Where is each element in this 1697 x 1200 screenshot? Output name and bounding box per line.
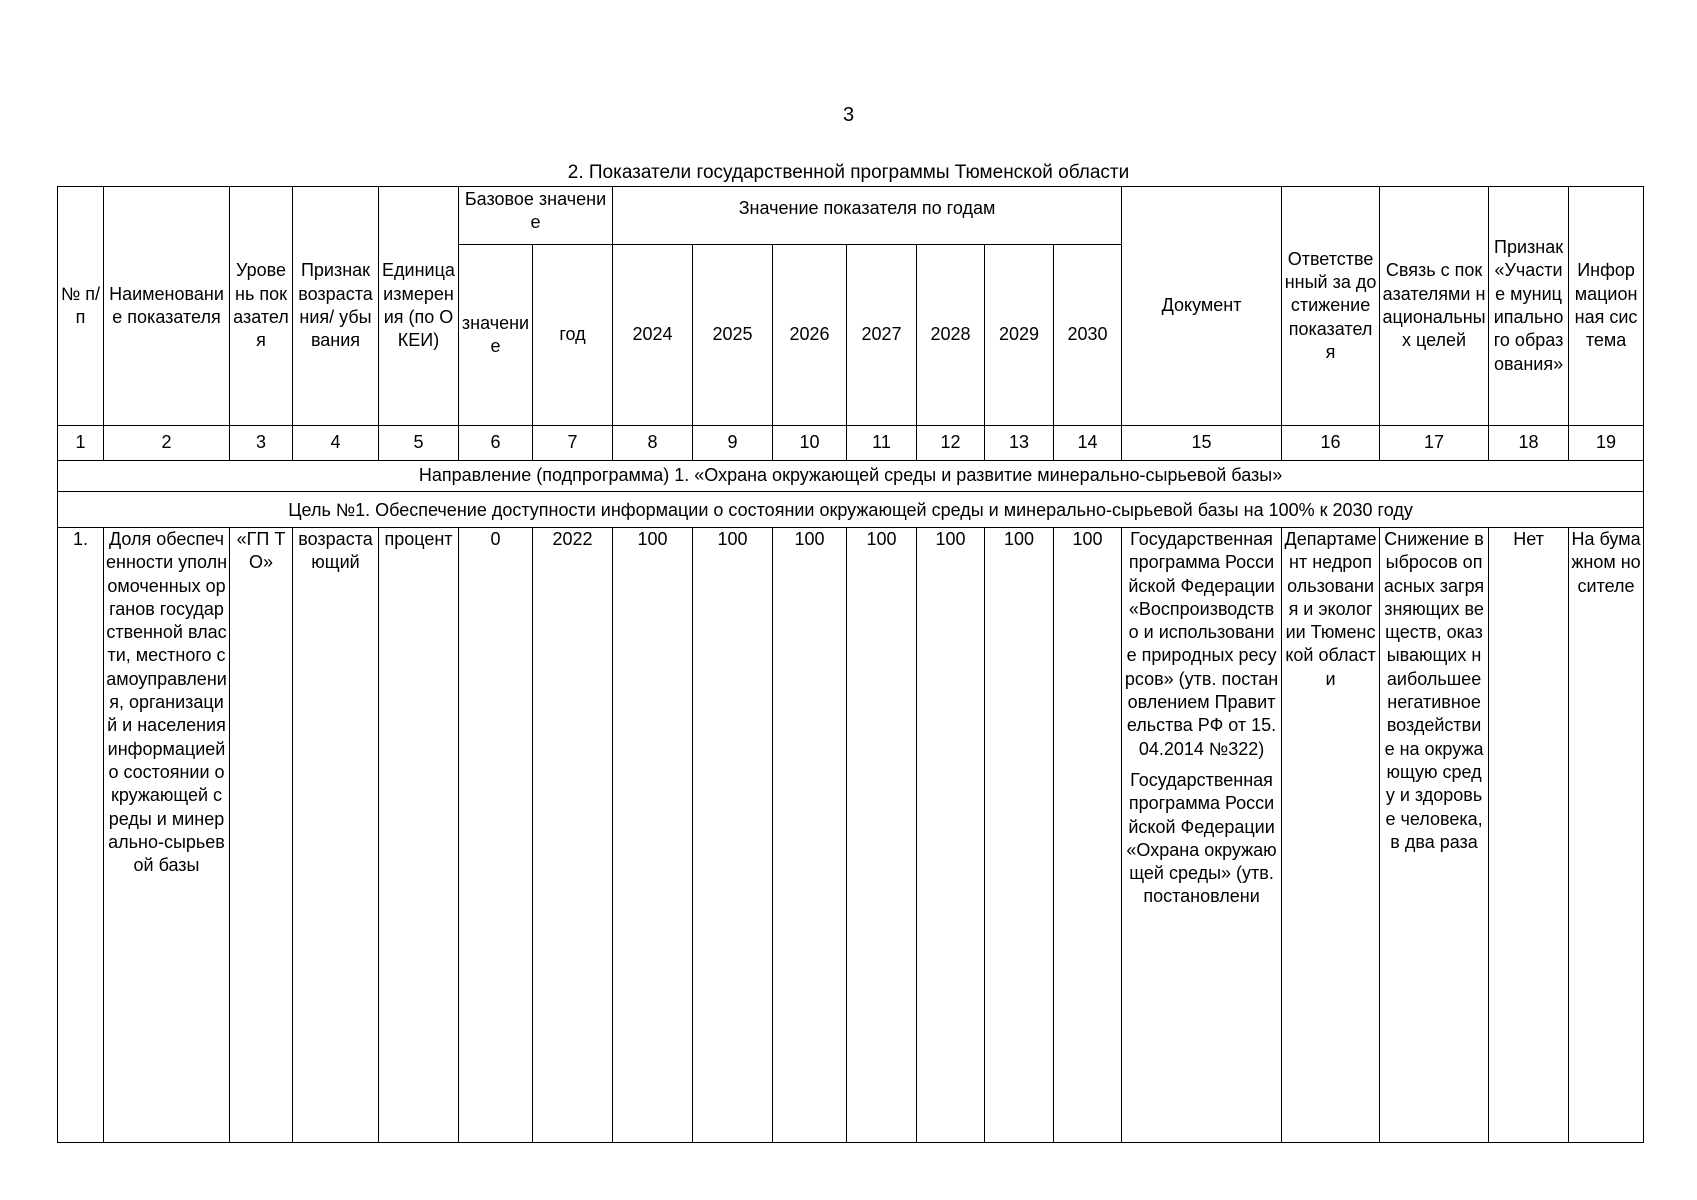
value-2027: 100: [847, 528, 917, 1143]
column-number: 6: [459, 426, 533, 461]
header-num: № п/п: [58, 187, 104, 426]
column-number: 5: [379, 426, 459, 461]
column-number: 14: [1054, 426, 1122, 461]
column-number: 3: [230, 426, 293, 461]
document-entry: Государственная программа Российской Федерации «Охрана окружающей среды» (утв. постановлени: [1126, 769, 1277, 907]
column-number: 17: [1380, 426, 1489, 461]
base-year: 2022: [533, 528, 613, 1143]
column-numbers-row: [58, 426, 1644, 461]
header-unit: Единица измерения (по ОКЕИ): [379, 187, 459, 426]
value-2024: 100: [613, 528, 693, 1143]
indicator-unit: процент: [379, 528, 459, 1143]
header-year: 2030: [1054, 245, 1122, 426]
table-title: 2. Показатели государственной программы Тюменской области: [567, 162, 1130, 183]
indicator-trend: возрастающий: [293, 528, 379, 1143]
column-number: 15: [1122, 426, 1282, 461]
base-value: 0: [459, 528, 533, 1143]
row-number: 1.: [58, 528, 104, 1143]
column-number: 16: [1282, 426, 1380, 461]
header-info-system: Информационная система: [1569, 187, 1644, 426]
header-base-value: значение: [459, 245, 533, 426]
column-number: 12: [917, 426, 985, 461]
header-row-top: [58, 187, 1644, 245]
table-row: [58, 528, 1644, 1143]
column-number: 11: [847, 426, 917, 461]
municipal-participation: Нет: [1489, 528, 1569, 1143]
column-number: 2: [104, 426, 230, 461]
header-years-group: Значение показателя по годам: [613, 187, 1122, 245]
column-number: 4: [293, 426, 379, 461]
indicators-table: [57, 186, 1644, 1143]
header-trend: Признак возрастания/ убывания: [293, 187, 379, 426]
header-year: 2026: [773, 245, 847, 426]
header-year: 2029: [985, 245, 1054, 426]
value-2026: 100: [773, 528, 847, 1143]
value-2030: 100: [1054, 528, 1122, 1143]
info-system: На бумажном носителе: [1569, 528, 1644, 1143]
direction-title: Направление (подпрограмма) 1. «Охрана окружающей среды и развитие минерально-сырьевой базы»: [58, 461, 1644, 492]
header-responsible: Ответственный за достижение показателя: [1282, 187, 1380, 426]
header-year: 2024: [613, 245, 693, 426]
column-number: 7: [533, 426, 613, 461]
value-2029: 100: [985, 528, 1054, 1143]
column-number: 9: [693, 426, 773, 461]
responsible-body: Департамент недропользования и экологии Тюменской области: [1282, 528, 1380, 1143]
header-base-group: Базовое значение: [459, 187, 613, 245]
header-municipal: Признак «Участие муниципального образования»: [1489, 187, 1569, 426]
page-number: 3: [842, 104, 855, 126]
header-level: Уровень показателя: [230, 187, 293, 426]
document-cell: [1122, 528, 1282, 1143]
value-2025: 100: [693, 528, 773, 1143]
column-number: 13: [985, 426, 1054, 461]
column-number: 1: [58, 426, 104, 461]
value-2028: 100: [917, 528, 985, 1143]
national-goal-link: Снижение выбросов опасных загрязняющих веществ, оказывающих наибольшее негативное воздействие на окружающую среду и здоровье человека, в два раза: [1380, 528, 1489, 1143]
document-entry: Государственная программа Российской Федерации «Воспроизводство и использование природных ресурсов» (утв. постановлением Правительства РФ от 15.04.2014 №322): [1124, 529, 1279, 759]
column-number: 8: [613, 426, 693, 461]
direction-row: [58, 461, 1644, 492]
indicator-name: Доля обеспеченности уполномоченных органов государственной власти, местного самоуправления, организаций и населения информацией о состоянии окружающей среды и минерально-сырьевой базы: [104, 528, 230, 1143]
column-number: 19: [1569, 426, 1644, 461]
header-year: 2025: [693, 245, 773, 426]
column-number: 18: [1489, 426, 1569, 461]
goal-row: [58, 492, 1644, 528]
goal-title: Цель №1. Обеспечение доступности информации о состоянии окружающей среды и минерально-сырьевой базы на 100% к 2030 году: [58, 492, 1644, 528]
header-document: Документ: [1122, 187, 1282, 426]
header-year: 2027: [847, 245, 917, 426]
header-base-year: год: [533, 245, 613, 426]
column-number: 10: [773, 426, 847, 461]
indicator-level: «ГП ТО»: [230, 528, 293, 1143]
header-year: 2028: [917, 245, 985, 426]
header-national-goals: Связь с показателями национальных целей: [1380, 187, 1489, 426]
header-indicator-name: Наименование показателя: [104, 187, 230, 426]
